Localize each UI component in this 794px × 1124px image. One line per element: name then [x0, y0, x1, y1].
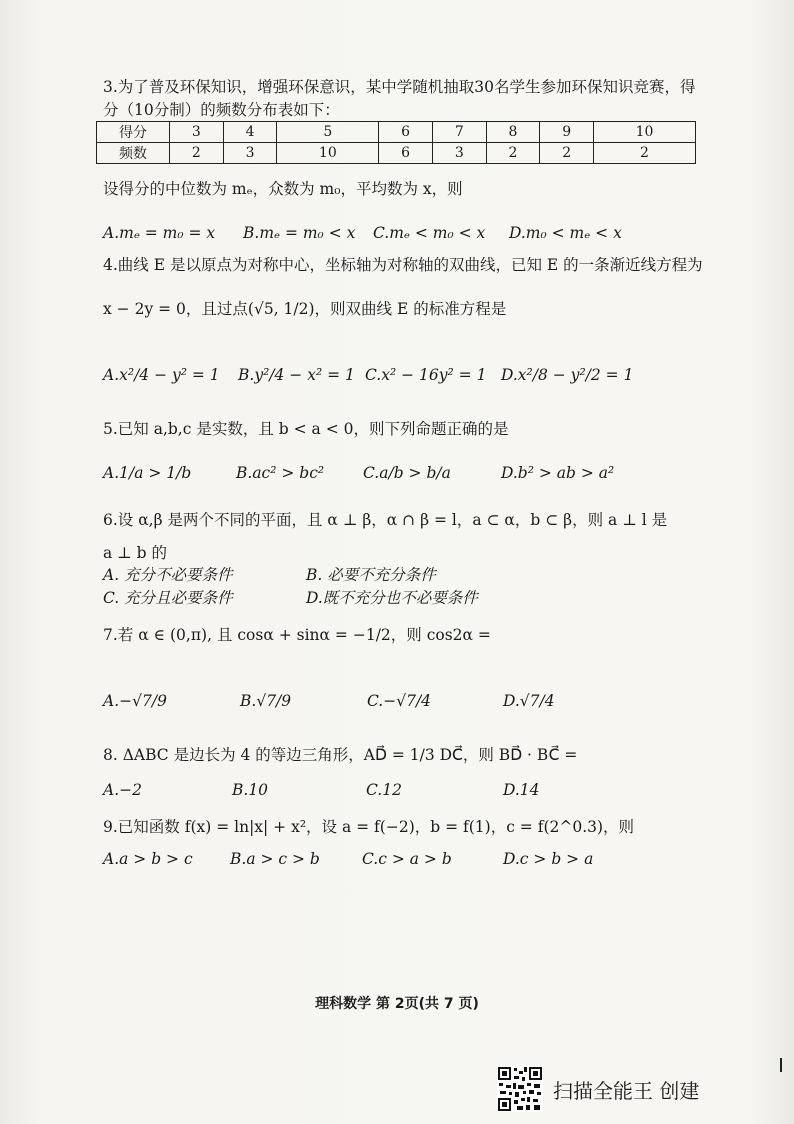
q6-option-b: B. 必要不充分条件 — [306, 566, 436, 584]
q8-stem: 8. ΔABC 是边长为 4 的等边三角形，AD⃗ = 1/3 DC⃗，则 BD⃗ · BC⃗ = — [103, 746, 578, 764]
q6-option-a: A. 充分不必要条件 — [103, 566, 233, 584]
frequency-table — [96, 121, 696, 164]
q6-option-c: C. 充分且必要条件 — [103, 589, 233, 607]
table-row — [97, 143, 696, 164]
q4-line1: 4.曲线 E 是以原点为对称中心，坐标轴为对称轴的双曲线，已知 E 的一条渐近线方程为 — [103, 256, 703, 274]
q3-option-c: C.mₑ < m₀ < x — [373, 224, 486, 242]
q9-stem: 9.已知函数 f(x) = ln|x| + x²，设 a = f(−2)，b = f(1)，c = f(2^0.3)，则 — [103, 818, 635, 836]
table-cell: 3 — [432, 143, 486, 164]
q9-option-c: C.c > a > b — [362, 850, 452, 868]
q8-option-c: C.12 — [366, 781, 402, 799]
table-header-score: 得分 — [97, 122, 170, 143]
q9-option-b: B.a > c > b — [230, 850, 320, 868]
q6-line2: a ⊥ b 的 — [103, 544, 168, 562]
table-cell: 10 — [594, 122, 696, 143]
q7-stem: 7.若 α ∈ (0,π), 且 cosα + sinα = −1/2，则 cos2α = — [103, 626, 491, 644]
table-cell: 3 — [223, 143, 277, 164]
q3-stem: 设得分的中位数为 mₑ，众数为 m₀，平均数为 x，则 — [103, 180, 463, 198]
table-cell: 10 — [277, 143, 379, 164]
table-header-frequency: 频数 — [97, 143, 170, 164]
q7-option-d: D.√7/4 — [503, 692, 555, 710]
table-cell: 2 — [486, 143, 540, 164]
q8-option-b: B.10 — [232, 781, 269, 799]
q3-line1: 3.为了普及环保知识，增强环保意识，某中学随机抽取30名学生参加环保知识竞赛，得 — [103, 78, 696, 96]
table-cell: 3 — [170, 122, 224, 143]
q6-line1: 6.设 α,β 是两个不同的平面，且 α ⊥ β，α ∩ β = l，a ⊂ α，b ⊂ β，则 a ⊥ l 是 — [103, 511, 668, 529]
q4-option-b: B.y²/4 − x² = 1 — [238, 366, 355, 384]
table-cell: 4 — [223, 122, 277, 143]
q8-option-a: A.−2 — [103, 781, 142, 799]
q3-line2: 分（10分制）的频数分布表如下： — [103, 101, 340, 119]
q9-option-a: A.a > b > c — [103, 850, 193, 868]
table-cell: 7 — [432, 122, 486, 143]
q7-option-a: A.−√7/9 — [103, 692, 167, 710]
q5-option-d: D.b² > ab > a² — [501, 464, 615, 482]
scan-edge-mark — [780, 1058, 782, 1072]
table-cell: 6 — [379, 143, 433, 164]
table-cell: 9 — [540, 122, 594, 143]
q7-option-c: C.−√7/4 — [367, 692, 432, 710]
table-cell: 5 — [277, 122, 379, 143]
q9-option-d: D.c > b > a — [503, 850, 594, 868]
q3-option-d: D.m₀ < mₑ < x — [509, 224, 622, 242]
q5-option-b: B.ac² > bc² — [236, 464, 325, 482]
q3-option-a: A.mₑ = m₀ = x — [103, 224, 216, 242]
q4-option-d: D.x²/8 − y²/2 = 1 — [501, 366, 634, 384]
qr-code-icon — [497, 1066, 543, 1112]
table-cell: 2 — [540, 143, 594, 164]
table-row — [97, 122, 696, 143]
q4-option-c: C.x² − 16y² = 1 — [365, 366, 487, 384]
q4-option-a: A.x²/4 − y² = 1 — [103, 366, 220, 384]
q5-option-c: C.a/b > b/a — [363, 464, 451, 482]
q4-line2: x − 2y = 0，且过点(√5, 1/2)，则双曲线 E 的标准方程是 — [103, 300, 507, 318]
q6-option-d: D.既不充分也不必要条件 — [306, 589, 478, 607]
scanner-watermark: 扫描全能王 创建 — [553, 1079, 700, 1103]
q3-option-b: B.mₑ = m₀ < x — [243, 224, 356, 242]
q8-option-d: D.14 — [503, 781, 540, 799]
table-cell: 2 — [170, 143, 224, 164]
table-cell: 8 — [486, 122, 540, 143]
q7-option-b: B.√7/9 — [240, 692, 292, 710]
q5-option-a: A.1/a > 1/b — [103, 464, 192, 482]
page-footer: 理科数学 第 2页(共 7 页) — [315, 996, 479, 1012]
q5-stem: 5.已知 a,b,c 是实数，且 b < a < 0，则下列命题正确的是 — [103, 420, 509, 438]
table-cell: 2 — [594, 143, 696, 164]
table-cell: 6 — [379, 122, 433, 143]
